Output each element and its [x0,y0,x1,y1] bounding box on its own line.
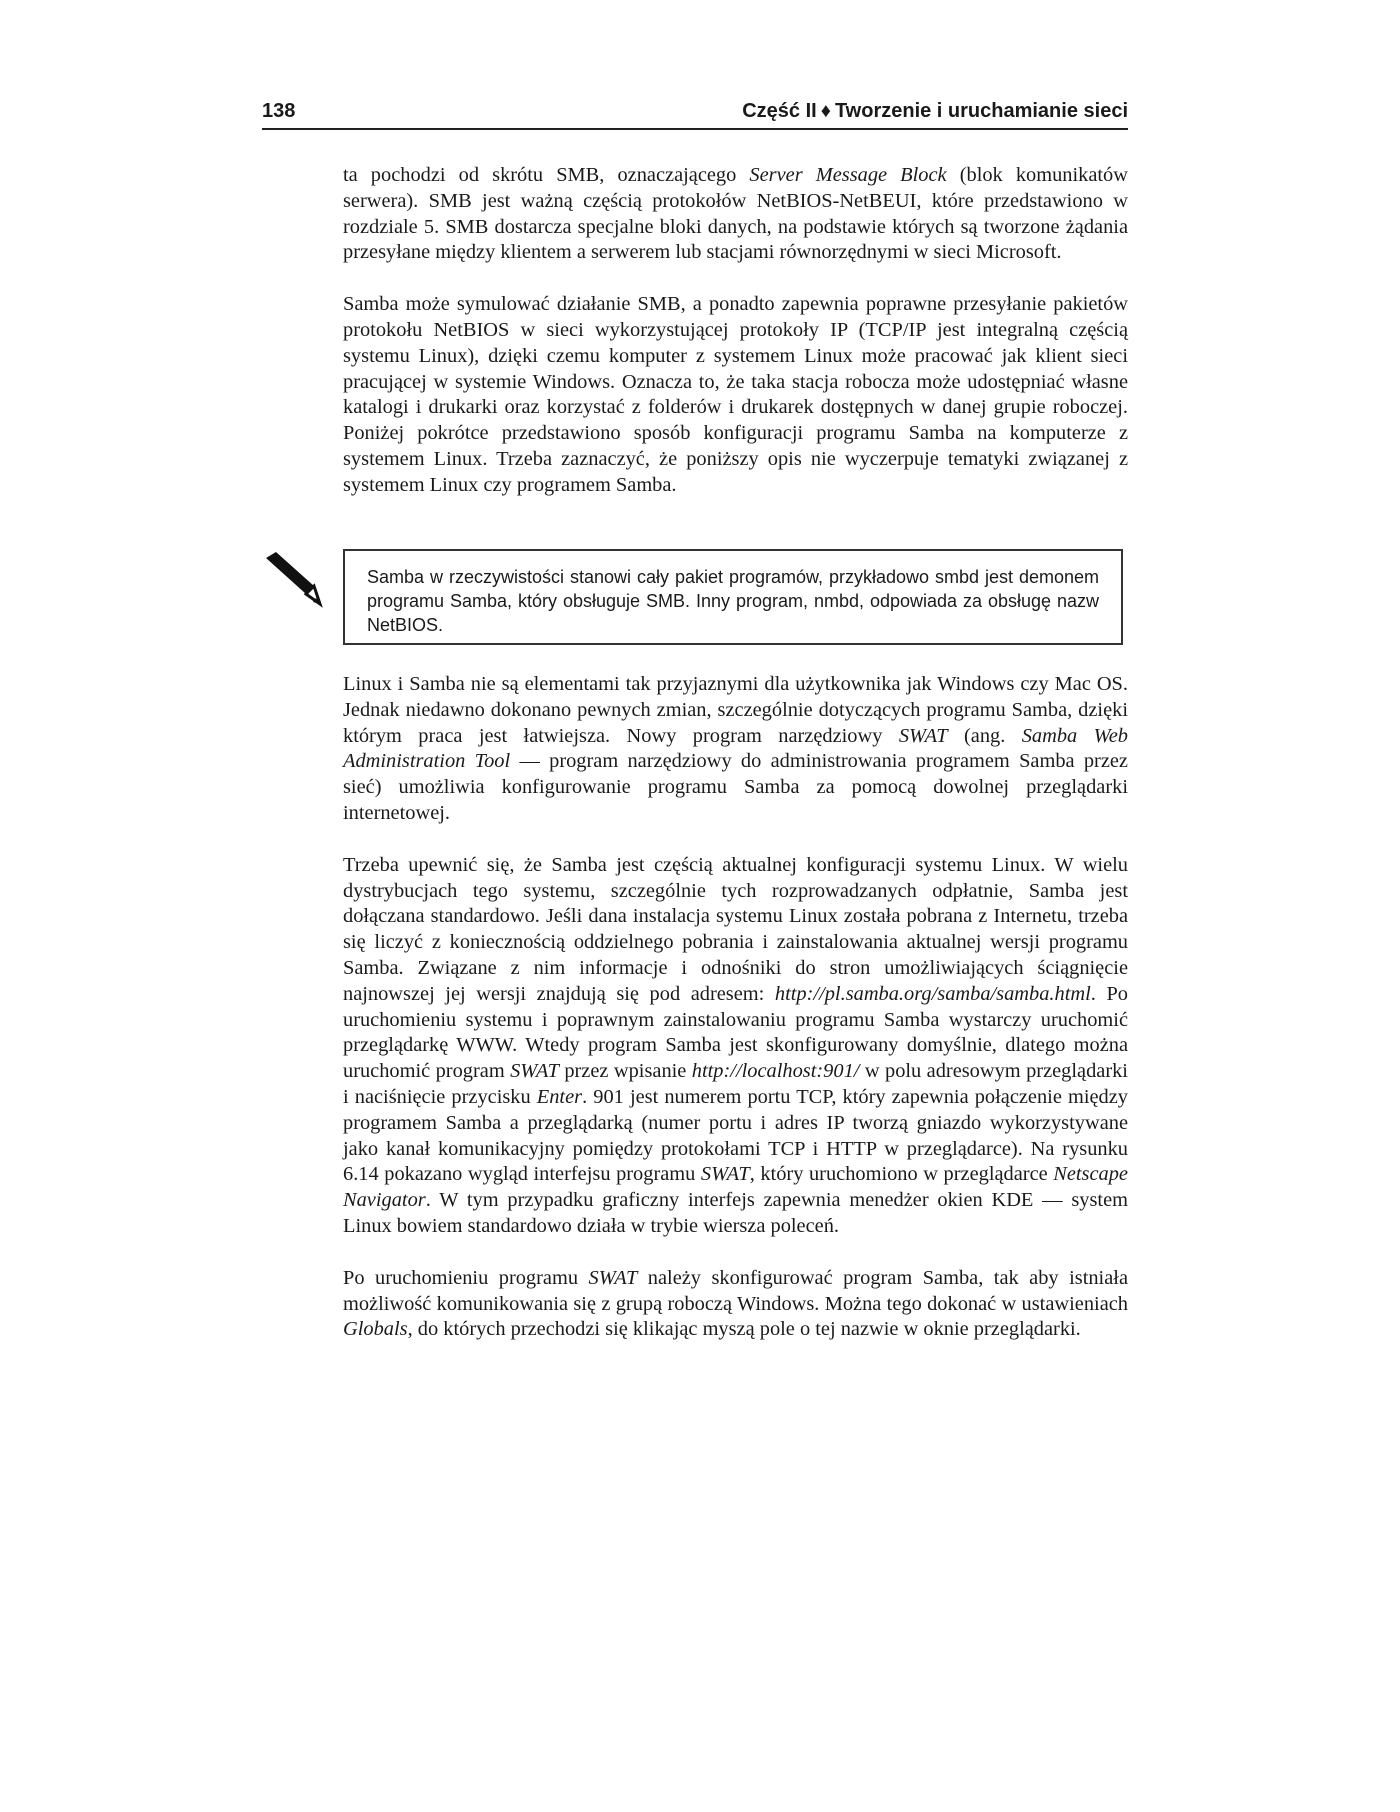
text-run: należy skonfigurować program Samba, tak aby istniała możliwość komunikowania się z grupą roboczą Windows. Można tego dokonać w ustawieniach [343,1266,1128,1315]
italic-term: SWAT [898,724,948,747]
text-run: (blok komunikatów serwera). SMB jest ważną częścią protokołów NetBIOS-NetBEUI, które przedstawiono w rozdziale 5. SMB dostarcza specjalne bloki danych, na podstawie których są tworzone żądania przesyłane między klientem a serwerem lub stacjami równorzędnymi w sieci Microsoft. [343,164,1128,264]
part-label: Część II [742,100,817,122]
text-run: . 901 jest numerem portu TCP, który zapewnia połączenie między programem Samba a przeglądarką (numer portu i adres IP tworzą gniazdo wykorzystywane jako kanał komunikacyjny pomiędzy protokołami TCP i HTTP w przeglądarce). Na rysunku 6.14 pokazano wygląd interfejsu programu [343,1085,1128,1186]
text-run: , do których przechodzi się klikając myszą pole o tej nazwie w oknie przeglądarki. [407,1318,1081,1341]
text-run: , który uruchomiono w przeglądarce [749,1163,1054,1186]
text-run: (ang. [947,724,1022,747]
italic-term: SWAT [700,1163,750,1186]
body-text-top [343,163,1128,499]
diamond-separator: ♦ [820,100,831,122]
italic-term: Netscape Navigator [343,1163,1128,1212]
italic-term: Globals [343,1318,408,1341]
note-text: Samba w rzeczywistości stanowi cały pakiet programów, przykładowo smbd jest demonem programu Samba, który obsługuje SMB. Inny program, nmbd, odpowiada za obsługę nazw NetBIOS. [367,567,1099,635]
paragraph-4 [343,853,1128,1240]
running-head [742,100,1128,123]
paragraph-1 [343,163,1128,266]
text-run: — program narzędziowy do administrowania programem Samba przez sieć) umożliwia konfigurowanie programu Samba za pomocą dowolnej przeglądarki internetowej. [343,750,1128,824]
body-text-bottom [343,672,1128,1343]
text-run: przez wpisanie [558,1060,692,1083]
text-run: . W tym przypadku graficzny interfejs zapewnia menedżer okien KDE –– system Linux bowiem standardowo działa w trybie wiersza poleceń. [343,1189,1128,1237]
page-header [262,96,1128,130]
text-run: w polu adresowym przeglądarki i naciśnięcie przycisku [343,1060,1128,1108]
italic-term: Samba Web Administration Tool [343,724,1128,773]
pencil-icon [262,552,332,612]
text-run: Linux i Samba nie są elementami tak przyjaznymi dla użytkownika jak Windows czy Mac OS. Jednak niedawno dokonano pewnych zmian, szczególnie dotyczących programu Samba, dzięki którym praca jest łatwiejsza. Nowy program narzędziowy [343,673,1128,747]
italic-url: http://localhost:901/ [691,1060,860,1083]
paragraph-3 [343,672,1128,827]
italic-term: SWAT [510,1060,559,1083]
text-run: . Po uruchomieniu systemu i poprawnym zainstalowaniu programu Samba wystarczy uruchomić przeglądarkę WWW. Wtedy program Samba jest skonfigurowany domyślnie, dlatego można uruchomić program [343,982,1128,1083]
text-run: ta pochodzi od skrótu SMB, oznaczającego [343,164,750,186]
page-number: 138 [262,100,296,122]
italic-url: http://pl.samba.org/samba/samba.html [774,982,1091,1005]
text-run: Po uruchomieniu programu [343,1266,589,1289]
chapter-title: Tworzenie i uruchamianie sieci [834,100,1128,122]
note-box [343,549,1123,645]
paragraph-2: Samba może symulować działanie SMB, a ponadto zapewnia poprawne przesyłanie pakietów protokołu NetBIOS w sieci wykorzystującej protokoły IP (TCP/IP jest integralną częścią systemu Linux), dzięki czemu komputer z systemem Linux może pracować jak klient sieci pracującej w systemie Windows. Oznacza to, że taka stacja robocza może udostępniać własne katalogi i drukarki oraz korzystać z folderów i drukarek dostępnych w danej grupie roboczej. Poniżej pokrótce przedstawiono sposób konfiguracji programu Samba na komputerze z systemem Linux. Trzeba zaznaczyć, że poniższy opis nie wyczerpuje tematyki związanej z systemem Linux czy programem Samba. [343,293,1128,496]
italic-term: SWAT [588,1266,638,1289]
paragraph-5 [343,1266,1128,1343]
italic-term: Server Message Block [749,164,947,186]
italic-term: Enter [536,1085,583,1108]
text-run: Trzeba upewnić się, że Samba jest częścią aktualnej konfiguracji systemu Linux. W wielu dystrybucjach tego systemu, szczególnie tych rozprowadzanych odpłatnie, Samba jest dołączana standardowo. Jeśli dana instalacja systemu Linux została pobrana z Internetu, trzeba się liczyć z koniecznością oddzielnego pobrania i zainstalowania aktualnej wersji programu Samba. Związane z nim informacje i odnośniki do stron umożliwiających ściągnięcie najnowszej jej wersji znajdują się pod adresem: [343,853,1128,1005]
